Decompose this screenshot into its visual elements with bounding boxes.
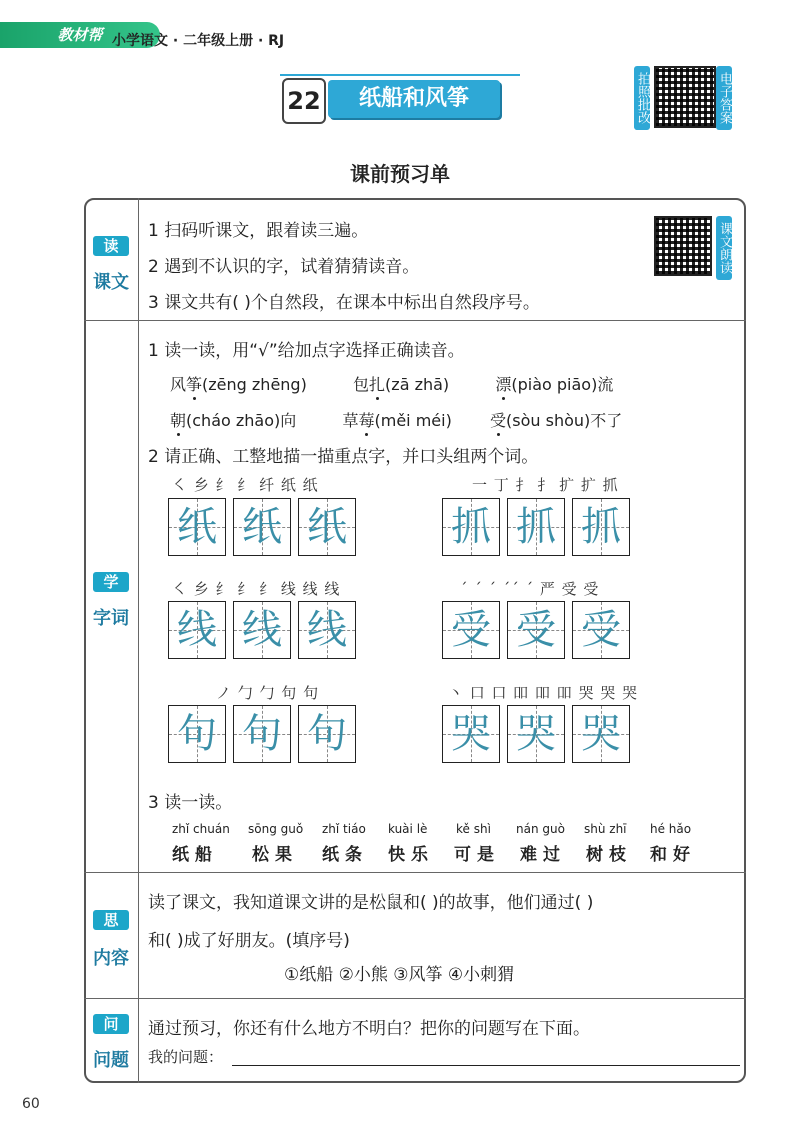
- tag-ask-sub: 问题: [93, 1050, 129, 1071]
- word-pinyin: sōng guǒ: [248, 822, 304, 836]
- tag-read: 读: [93, 236, 129, 256]
- qr-code-icon[interactable]: [654, 66, 716, 128]
- word-pinyin: hé hǎo: [650, 822, 692, 836]
- trace-cell[interactable]: 句: [168, 705, 226, 763]
- word-pinyin: kě shì: [456, 822, 491, 836]
- learn-q2: 2 请正确、工整地描一描重点字，并口头组两个词。: [148, 447, 539, 467]
- pinyin-row-1: 风筝(zēng zhēng) 包扎(zā zhā) 漂(piào piāo)流: [170, 375, 614, 394]
- read-item-1: 1 扫码听课文，跟着读三遍。: [148, 221, 369, 241]
- reading-qr-label: 课文朗读: [716, 216, 732, 280]
- think-line-2: 和( )成了好朋友。(填序号): [148, 931, 350, 951]
- stroke-order: ㇛ 乡 纟 纟 纤 纸 纸: [172, 476, 319, 494]
- word-pinyin: shù zhī: [584, 822, 627, 836]
- learn-q3: 3 读一读。: [148, 793, 233, 813]
- tag-learn-sub: 字词: [93, 608, 129, 629]
- word: 和好: [650, 845, 696, 865]
- trace-cell[interactable]: 线: [298, 601, 356, 659]
- think-options: ①纸船 ②小熊 ③风筝 ④小刺猬: [284, 965, 515, 985]
- tag-learn: 学: [93, 572, 129, 592]
- trace-cell[interactable]: 受: [442, 601, 500, 659]
- column-divider: [138, 198, 139, 1083]
- word: 难过: [520, 845, 566, 865]
- tag-think: 思: [93, 910, 129, 930]
- stroke-order: ´ ˊ ˊ ˊˊ ˊ 严 受 受: [460, 580, 600, 598]
- word: 树枝: [586, 845, 632, 865]
- word-pinyin: kuài lè: [388, 822, 428, 836]
- trace-cell[interactable]: 纸: [168, 498, 226, 556]
- trace-cell[interactable]: 纸: [233, 498, 291, 556]
- trace-cell[interactable]: 线: [233, 601, 291, 659]
- trace-cell[interactable]: 受: [572, 601, 630, 659]
- trace-cell[interactable]: 哭: [507, 705, 565, 763]
- learn-q1: 1 读一读，用“√”给加点字选择正确读音。: [148, 341, 465, 361]
- word-pinyin: nán guò: [516, 822, 565, 836]
- row-divider: [84, 998, 746, 999]
- book-title: 小学语文 · 二年级上册 · RJ: [112, 33, 285, 49]
- row-divider: [84, 320, 746, 321]
- brand-logo: 教材帮: [57, 26, 103, 44]
- word: 纸条: [322, 845, 368, 865]
- stroke-order: 丶 口 口 吅 吅 吅 哭 哭 哭: [448, 684, 639, 702]
- row-divider: [84, 872, 746, 873]
- word: 松果: [252, 845, 298, 865]
- word-pinyin: zhǐ tiáo: [322, 822, 366, 836]
- stroke-order: 一 丁 扌 扌 扩 扩 抓: [472, 476, 619, 494]
- word: 纸船: [172, 845, 218, 865]
- read-item-3: 3 课文共有( )个自然段，在课本中标出自然段序号。: [148, 293, 540, 313]
- trace-cell[interactable]: 哭: [572, 705, 630, 763]
- trace-cell[interactable]: 抓: [442, 498, 500, 556]
- pinyin-row-2: 朝(cháo zhāo)向 草莓(měi méi) 受(sòu shòu)不了: [170, 411, 623, 430]
- title-decoration: [280, 74, 520, 76]
- stroke-order: ㇛ 乡 纟 纟 纟 线 线 线: [172, 580, 341, 598]
- qr-label-left: 拍照批改: [634, 66, 650, 130]
- lesson-title: 纸船和风筝: [328, 80, 500, 118]
- tag-ask: 问: [93, 1014, 129, 1034]
- page-number: 60: [22, 1096, 40, 1112]
- read-item-2: 2 遇到不认识的字，试着猜猜读音。: [148, 257, 420, 277]
- stroke-order: ノ 勹 勹 句 句: [216, 684, 320, 702]
- trace-cell[interactable]: 抓: [572, 498, 630, 556]
- trace-cell[interactable]: 抓: [507, 498, 565, 556]
- lesson-number: 22: [282, 78, 326, 124]
- trace-cell[interactable]: 句: [298, 705, 356, 763]
- tag-think-sub: 内容: [93, 948, 129, 969]
- word: 快乐: [388, 845, 434, 865]
- sheet-title: 课前预习单: [350, 162, 450, 186]
- question-answer-line[interactable]: [232, 1065, 740, 1066]
- think-line-1: 读了课文，我知道课文讲的是松鼠和( )的故事，他们通过( ): [148, 893, 594, 913]
- question-label: 我的问题：: [148, 1048, 224, 1066]
- word-pinyin: zhǐ chuán: [172, 822, 230, 836]
- tag-read-sub: 课文: [93, 272, 129, 293]
- trace-cell[interactable]: 哭: [442, 705, 500, 763]
- qr-label-right: 电子答案: [716, 66, 732, 130]
- word: 可是: [454, 845, 500, 865]
- reading-qr-icon[interactable]: [654, 216, 712, 276]
- trace-cell[interactable]: 句: [233, 705, 291, 763]
- trace-cell[interactable]: 线: [168, 601, 226, 659]
- trace-cell[interactable]: 纸: [298, 498, 356, 556]
- trace-cell[interactable]: 受: [507, 601, 565, 659]
- ask-line: 通过预习，你还有什么地方不明白？把你的问题写在下面。: [148, 1019, 590, 1039]
